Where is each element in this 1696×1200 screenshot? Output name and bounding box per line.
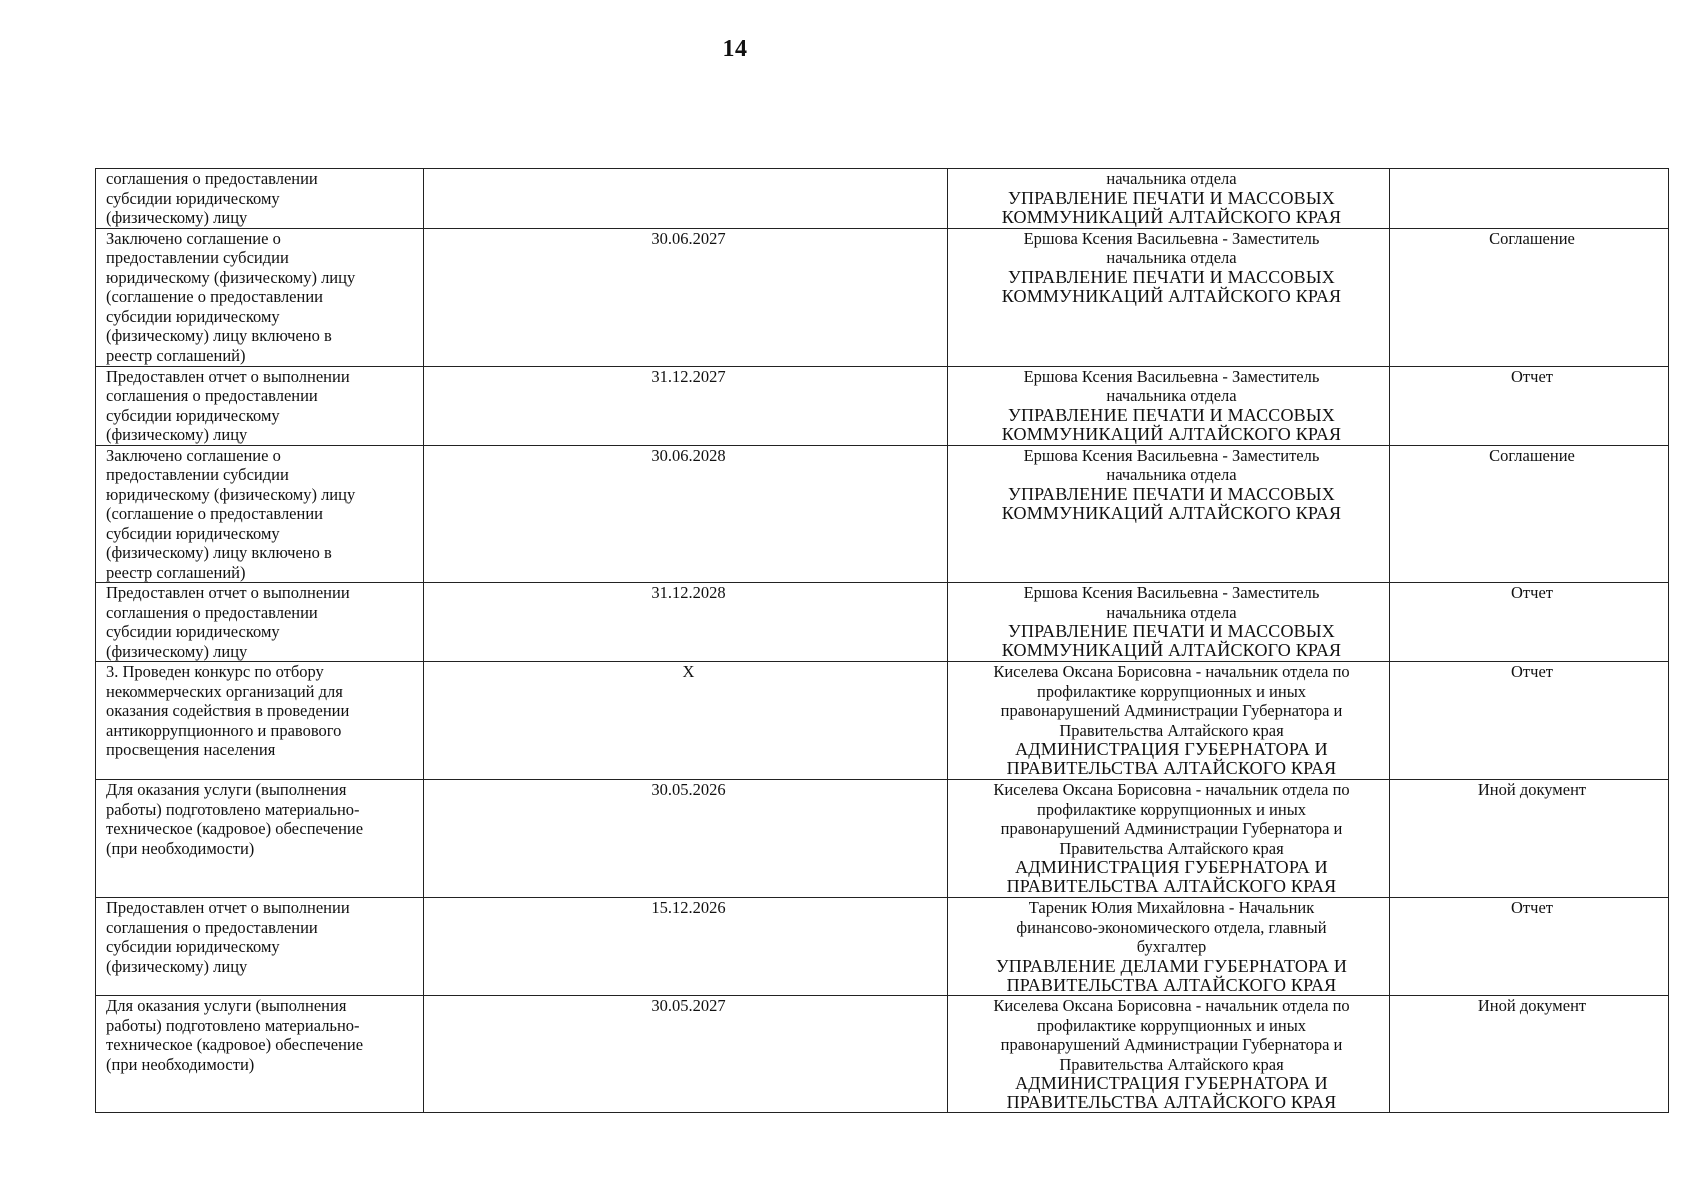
organization-line: КОММУНИКАЦИЙ АЛТАЙСКОГО КРАЯ — [1001, 423, 1342, 444]
organization-line: УПРАВЛЕНИЕ ПЕЧАТИ И МАССОВЫХ — [1008, 404, 1335, 425]
event-description-line: Для оказания услуги (выполнения — [106, 996, 347, 1015]
organization-line: КОММУНИКАЦИЙ АЛТАЙСКОГО КРАЯ — [1001, 640, 1342, 660]
event-description-line: просвещения населения — [106, 740, 276, 759]
event-description-cell — [96, 996, 424, 1113]
organization-line: УПРАВЛЕНИЕ ДЕЛАМИ ГУБЕРНАТОРА И — [995, 955, 1348, 976]
organization-line: КОММУНИКАЦИЙ АЛТАЙСКОГО КРАЯ — [1001, 206, 1342, 227]
event-description-cell — [96, 780, 424, 898]
event-description-cell — [96, 169, 424, 229]
document-type: Отчет — [1511, 898, 1553, 917]
event-description-line: работы) подготовлено материально- — [106, 1015, 360, 1035]
event-description-line: работы) подготовлено материально- — [106, 799, 360, 819]
responsible-person-line: правонарушений Администрации Губернатора и — [1000, 819, 1343, 838]
event-description-line: антикоррупционного и правового — [106, 720, 342, 740]
responsible-cell — [948, 169, 1390, 229]
responsible-person-line: Правительства Алтайского края — [1059, 838, 1284, 858]
event-description-line: некоммерческих организаций для — [106, 681, 343, 701]
responsible-person-line: Правительства Алтайского края — [1059, 1054, 1284, 1074]
event-description-line: (физическому) лицу — [106, 641, 248, 661]
organization-line: ПРАВИТЕЛЬСТВА АЛТАЙСКОГО КРАЯ — [1006, 1092, 1337, 1112]
event-description-cell — [96, 898, 424, 996]
document-type-cell — [1390, 228, 1669, 366]
event-description-line: субсидии юридическому — [106, 405, 280, 425]
responsible-cell — [948, 366, 1390, 445]
responsible-cell — [948, 780, 1390, 898]
event-description-line: субсидии юридическому — [106, 306, 280, 326]
due-date-cell — [424, 445, 948, 583]
due-date: 30.06.2028 — [651, 445, 726, 465]
event-description-line: (соглашение о предоставлении — [106, 504, 323, 523]
document-type: Иной документ — [1477, 996, 1587, 1015]
event-description-cell — [96, 662, 424, 780]
due-date-cell — [424, 780, 948, 898]
document-type-cell — [1390, 445, 1669, 583]
organization-line: АДМИНИСТРАЦИЯ ГУБЕРНАТОРА И — [1015, 1073, 1328, 1093]
document-type-cell — [1390, 662, 1669, 780]
table-row — [96, 228, 1669, 366]
event-description-line: субсидии юридическому — [106, 937, 280, 956]
document-type: Отчет — [1511, 583, 1553, 602]
table-body — [96, 169, 1669, 1113]
responsible-cell — [948, 996, 1390, 1113]
table-row — [96, 169, 1669, 229]
event-description-line: предоставлении субсидии — [106, 465, 289, 484]
document-type-cell — [1390, 898, 1669, 996]
event-description-line: соглашения о предоставлении — [106, 602, 318, 622]
responsible-person-line: начальника отдела — [1106, 169, 1237, 188]
document-type-cell — [1390, 996, 1669, 1113]
event-description-line: юридическому (физическому) лицу — [106, 484, 356, 504]
event-description-cell — [96, 445, 424, 583]
event-description-line: соглашения о предоставлении — [106, 386, 318, 405]
responsible-cell — [948, 228, 1390, 366]
table-row — [96, 366, 1669, 445]
organization-line: ПРАВИТЕЛЬСТВА АЛТАЙСКОГО КРАЯ — [1006, 758, 1337, 778]
organization-line: КОММУНИКАЦИЙ АЛТАЙСКОГО КРАЯ — [1001, 502, 1342, 523]
responsible-person-line: Ершова Ксения Васильевна - Заместитель — [1023, 366, 1320, 386]
organization-line: УПРАВЛЕНИЕ ПЕЧАТИ И МАССОВЫХ — [1008, 187, 1335, 208]
due-date: 30.05.2027 — [651, 996, 726, 1015]
responsible-person-line: финансово-экономического отдела, главный — [1016, 917, 1327, 937]
responsible-cell — [948, 662, 1390, 780]
document-type: Иной документ — [1477, 780, 1587, 799]
due-date-cell — [424, 228, 948, 366]
responsible-person-line: начальника отдела — [1106, 465, 1237, 484]
responsible-person-line: Ершова Ксения Васильевна - Заместитель — [1023, 445, 1320, 465]
responsible-person-line: начальника отдела — [1106, 386, 1237, 405]
document-type: Соглашение — [1489, 445, 1575, 465]
responsible-cell — [948, 583, 1390, 662]
event-description-line: Предоставлен отчет о выполнении — [106, 583, 350, 602]
due-date-cell — [424, 169, 948, 229]
event-description-line: Заключено соглашение о — [106, 445, 281, 465]
document-type-cell — [1390, 780, 1669, 898]
responsible-person-line: Киселева Оксана Борисовна - начальник отдела по — [993, 662, 1350, 681]
organization-line: УПРАВЛЕНИЕ ПЕЧАТИ И МАССОВЫХ — [1008, 483, 1335, 504]
due-date-cell — [424, 662, 948, 780]
event-description-line: 3. Проведен конкурс по отбору — [106, 662, 324, 681]
due-date-cell — [424, 898, 948, 996]
event-description-line: (физическому) лицу — [106, 956, 248, 976]
plan-table — [95, 168, 1669, 1113]
due-date-cell — [424, 996, 948, 1113]
event-description-line: реестр соглашений) — [106, 562, 246, 582]
responsible-person-line: правонарушений Администрации Губернатора и — [1000, 701, 1343, 720]
event-description-line: (физическому) лицу — [106, 425, 248, 444]
responsible-person-line: начальника отдела — [1106, 602, 1237, 622]
event-description-line: оказания содействия в проведении — [106, 701, 350, 720]
event-description-line: (соглашение о предоставлении — [106, 287, 323, 306]
event-description-line: техническое (кадровое) обеспечение — [106, 1035, 364, 1054]
event-description-line: (физическому) лицу включено в — [106, 326, 332, 345]
responsible-person-line: правонарушений Администрации Губернатора и — [1000, 1035, 1343, 1054]
organization-line: УПРАВЛЕНИЕ ПЕЧАТИ И МАССОВЫХ — [1008, 266, 1335, 287]
document-type: Отчет — [1511, 366, 1553, 386]
event-description-line: Предоставлен отчет о выполнении — [106, 898, 350, 917]
document-type-cell — [1390, 169, 1669, 229]
responsible-cell — [948, 898, 1390, 996]
event-description-line: Предоставлен отчет о выполнении — [106, 366, 350, 386]
responsible-person-line: бухгалтер — [1136, 937, 1207, 956]
event-description-line: соглашения о предоставлении — [106, 917, 318, 937]
responsible-person-line: Киселева Оксана Борисовна - начальник отдела по — [993, 780, 1350, 799]
responsible-person-line: Тареник Юлия Михайловна - Начальник — [1028, 898, 1315, 917]
document-type-cell — [1390, 366, 1669, 445]
responsible-person-line: профилактике коррупционных и иных — [1036, 1015, 1307, 1035]
organization-line: УПРАВЛЕНИЕ ПЕЧАТИ И МАССОВЫХ — [1008, 621, 1335, 641]
responsible-person-line: начальника отдела — [1106, 248, 1237, 267]
due-date: 31.12.2027 — [651, 366, 726, 386]
event-description-line: реестр соглашений) — [106, 345, 246, 365]
organization-line: АДМИНИСТРАЦИЯ ГУБЕРНАТОРА И — [1015, 857, 1328, 877]
responsible-person-line: Правительства Алтайского края — [1059, 720, 1284, 740]
due-date: 15.12.2026 — [651, 898, 726, 917]
organization-line: АДМИНИСТРАЦИЯ ГУБЕРНАТОРА И — [1015, 739, 1328, 759]
event-description-line: предоставлении субсидии — [106, 248, 289, 267]
due-date: X — [682, 662, 695, 681]
table-row — [96, 898, 1669, 996]
document-type: Отчет — [1511, 662, 1553, 681]
event-description-cell — [96, 228, 424, 366]
organization-line: ПРАВИТЕЛЬСТВА АЛТАЙСКОГО КРАЯ — [1006, 876, 1337, 896]
responsible-person-line: профилактике коррупционных и иных — [1036, 799, 1307, 819]
responsible-person-line: Ершова Ксения Васильевна - Заместитель — [1023, 228, 1320, 248]
table-row — [96, 662, 1669, 780]
event-description-line: субсидии юридическому — [106, 523, 280, 543]
event-description-line: Для оказания услуги (выполнения — [106, 780, 347, 799]
event-description-line: юридическому (физическому) лицу — [106, 267, 356, 287]
table-row — [96, 780, 1669, 898]
organization-line: КОММУНИКАЦИЙ АЛТАЙСКОГО КРАЯ — [1001, 285, 1342, 306]
document-type-cell — [1390, 583, 1669, 662]
event-description-line: субсидии юридическому — [106, 188, 280, 208]
due-date-cell — [424, 583, 948, 662]
table-row — [96, 583, 1669, 662]
document-type: Соглашение — [1489, 228, 1575, 248]
table-row — [96, 445, 1669, 583]
event-description-line: (при необходимости) — [106, 838, 255, 858]
event-description-cell — [96, 583, 424, 662]
event-description-line: (физическому) лицу включено в — [106, 543, 332, 562]
event-description-cell — [96, 366, 424, 445]
due-date-cell — [424, 366, 948, 445]
table-row — [96, 996, 1669, 1113]
event-description-line: Заключено соглашение о — [106, 228, 281, 248]
event-description-line: техническое (кадровое) обеспечение — [106, 819, 364, 838]
organization-line: ПРАВИТЕЛЬСТВА АЛТАЙСКОГО КРАЯ — [1006, 974, 1337, 995]
event-description-line: (физическому) лицу — [106, 208, 248, 227]
responsible-person-line: Киселева Оксана Борисовна - начальник отдела по — [993, 996, 1350, 1015]
event-description-line: субсидии юридическому — [106, 622, 280, 641]
responsible-person-line: профилактике коррупционных и иных — [1036, 681, 1307, 701]
event-description-line: (при необходимости) — [106, 1054, 255, 1074]
responsible-person-line: Ершова Ксения Васильевна - Заместитель — [1023, 583, 1320, 602]
due-date: 31.12.2028 — [651, 583, 726, 602]
responsible-cell — [948, 445, 1390, 583]
due-date: 30.06.2027 — [651, 228, 726, 248]
page-number: 14 — [722, 36, 748, 62]
due-date: 30.05.2026 — [651, 780, 726, 799]
event-description-line: соглашения о предоставлении — [106, 169, 318, 188]
